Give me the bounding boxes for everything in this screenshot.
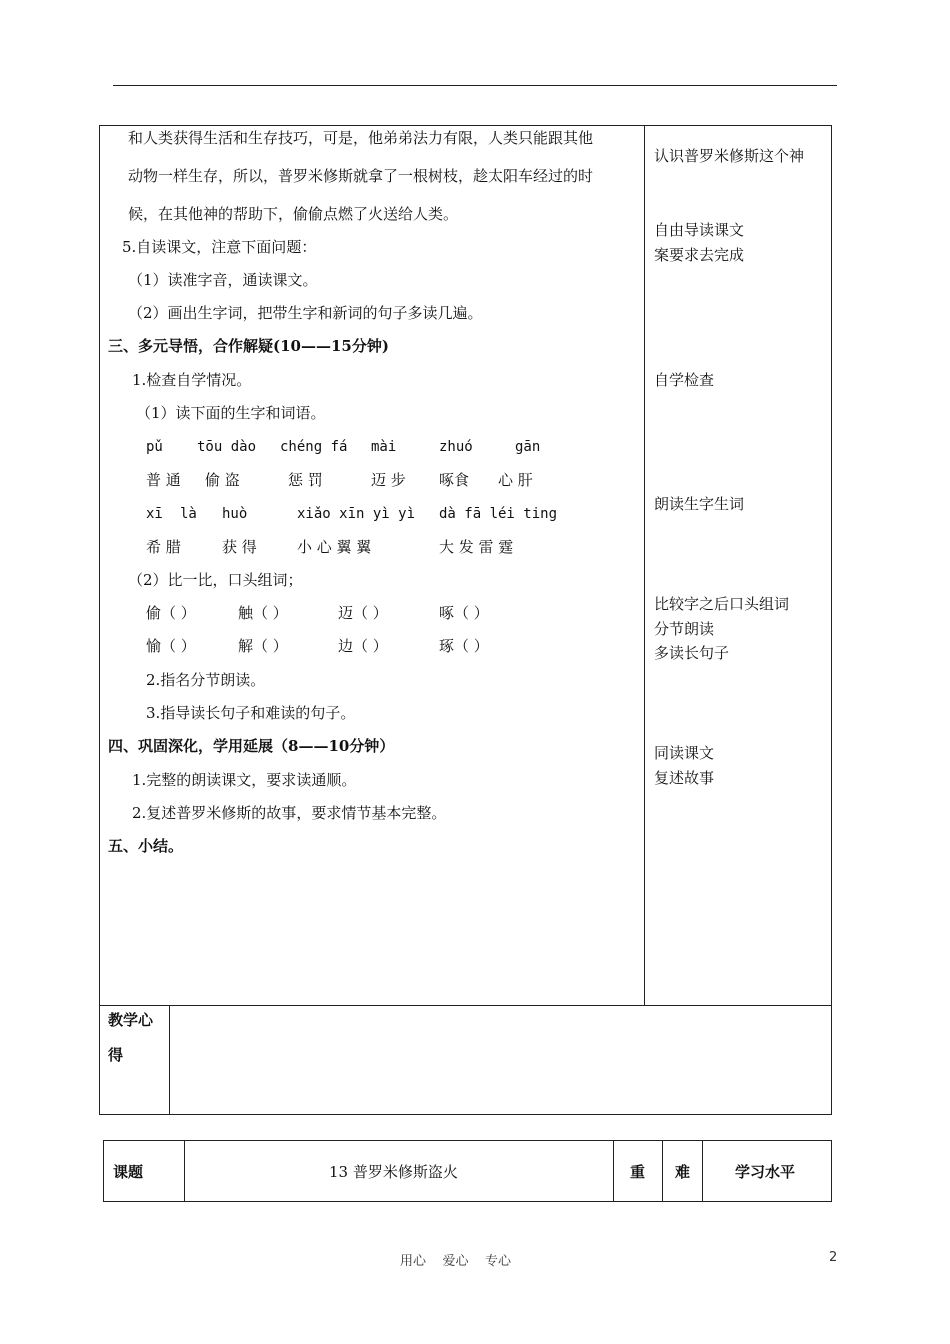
vocab-word: 惩 罚 <box>288 471 323 489</box>
step-item: 2.复述普罗米修斯的故事，要求情节基本完整。 <box>132 804 447 822</box>
pinyin: huò <box>222 506 248 522</box>
reflection-label: 教学心 <box>108 1011 154 1029</box>
step-item: （2）画出生字词，把带生字和新词的句子多读几遍。 <box>128 304 483 322</box>
vocab-word: 获 得 <box>222 538 257 556</box>
side-note: 分节朗读 <box>654 620 715 638</box>
topic-divider <box>662 1140 663 1202</box>
side-note: 同读课文 <box>654 744 715 762</box>
side-note: 多读长句子 <box>654 644 730 662</box>
step-item: 5.自读课文，注意下面问题： <box>122 238 317 256</box>
compare-item: 偷（ ） <box>146 604 196 622</box>
side-note: 自学检查 <box>654 371 715 389</box>
side-note: 复述故事 <box>654 769 715 787</box>
pinyin: là <box>180 506 197 522</box>
compare-item: 边（ ） <box>338 637 388 655</box>
step-item: 2.指名分节朗读。 <box>146 671 266 689</box>
pinyin: zhuó <box>439 439 473 455</box>
vocab-word: 普 通 <box>146 471 181 489</box>
vocab-word: 希 腊 <box>146 538 181 556</box>
key-point-label: 重 <box>630 1163 646 1181</box>
step-item: 1.检查自学情况。 <box>132 371 252 389</box>
compare-item: 琢（ ） <box>439 637 489 655</box>
vocab-word: 小 心 翼 翼 <box>297 538 372 556</box>
vocab-word: 大 发 雷 霆 <box>439 538 514 556</box>
side-note: 朗读生字生词 <box>654 495 745 513</box>
pinyin: mài <box>371 439 397 455</box>
header-rule <box>113 85 837 86</box>
side-note: 自由导读课文 <box>654 221 745 239</box>
topic-divider <box>184 1140 185 1202</box>
footer-motto: 用心 爱心 专心 <box>400 1254 512 1269</box>
topic-label: 课题 <box>113 1163 144 1181</box>
section-heading: 三、多元导悟，合作解疑(10——15分钟) <box>108 337 389 355</box>
step-item: （1）读下面的生字和词语。 <box>136 404 326 422</box>
column-divider <box>644 125 645 1005</box>
pinyin: tōu dào <box>197 439 257 455</box>
topic-divider <box>613 1140 614 1202</box>
reflection-divider <box>169 1005 170 1115</box>
pinyin: dà fā léi ting <box>439 506 558 522</box>
difficulty-label: 难 <box>675 1163 691 1181</box>
pinyin: xiǎo xīn yì yì <box>297 506 416 522</box>
side-note: 认识普罗米修斯这个神 <box>654 147 805 165</box>
vocab-word: 迈 步 <box>371 471 406 489</box>
vocab-word: 偷 盗 <box>205 471 240 489</box>
pinyin: xī <box>146 506 163 522</box>
page-number: 2 <box>829 1250 838 1265</box>
compare-item: 啄（ ） <box>439 604 489 622</box>
section-heading: 四、巩固深化，学用延展（8——10分钟） <box>108 737 395 755</box>
step-item: （2）比一比，口头组词； <box>128 571 303 589</box>
paragraph-line: 动物一样生存，所以，普罗米修斯就拿了一根树枝，趁太阳车经过的时 <box>128 167 594 185</box>
pinyin: chéng fá <box>280 439 348 455</box>
compare-item: 愉（ ） <box>146 637 196 655</box>
topic-value: 13 普罗米修斯盗火 <box>329 1163 458 1181</box>
step-item: 3.指导读长句子和难读的句子。 <box>146 704 356 722</box>
learning-level-label: 学习水平 <box>735 1163 796 1181</box>
compare-item: 迈（ ） <box>338 604 388 622</box>
vocab-word: 心 肝 <box>498 471 533 489</box>
topic-table <box>103 1140 832 1202</box>
step-item: （1）读准字音，通读课文。 <box>128 271 318 289</box>
paragraph-line: 候，在其他神的帮助下，偷偷点燃了火送给人类。 <box>128 205 459 223</box>
compare-item: 触（ ） <box>238 604 288 622</box>
compare-item: 解（ ） <box>238 637 288 655</box>
paragraph-line: 和人类获得生活和生存技巧，可是，他弟弟法力有限，人类只能跟其他 <box>128 129 594 147</box>
side-note: 比较字之后口头组词 <box>654 595 790 613</box>
side-note: 案要求去完成 <box>654 246 745 264</box>
pinyin: pǔ <box>146 439 163 455</box>
row-divider <box>99 1005 832 1006</box>
pinyin: gān <box>515 439 541 455</box>
reflection-label: 得 <box>108 1046 124 1064</box>
topic-divider <box>702 1140 703 1202</box>
vocab-word: 啄食 <box>439 471 470 489</box>
step-item: 1.完整的朗读课文，要求读通顺。 <box>132 771 357 789</box>
section-heading: 五、小结。 <box>108 837 184 855</box>
